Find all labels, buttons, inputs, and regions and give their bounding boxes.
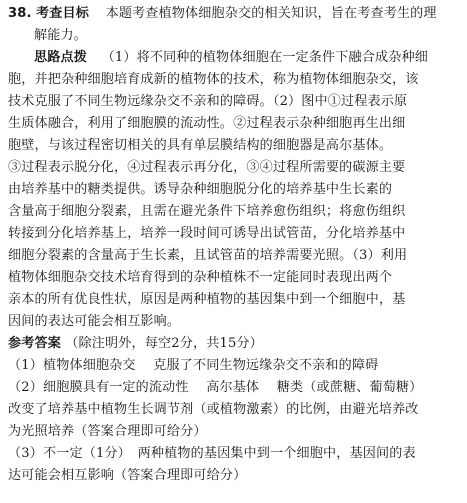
question-number: 38. [8, 6, 32, 21]
analysis-line: 由培养基中的糖类提供。诱导杂种细胞脱分化的培养基中生长素的 [8, 182, 393, 197]
heading-label: 考查目标 [35, 6, 89, 21]
answer-line: （2）细胞膜具有一定的流动性 高尔基体 糖类（或蔗糖、葡萄糖） [8, 380, 423, 395]
answer-line: 达可能会相互影响（答案合理即可给分） [8, 468, 247, 483]
answer-line: 为光照培养（答案合理即可给分） [8, 424, 207, 439]
analysis-line: 技术克服了不同生物远缘杂交不亲和的障碍。（2）图中①过程表示原 [8, 94, 408, 109]
analysis-first-line [34, 48, 428, 68]
analysis-line: 细胞分裂素的含量高于生长素，且试管苗的培养需要光照。（3）利用 [8, 248, 408, 263]
answer-line: （3）不一定（1分） 两种植物的基因集中到一个细胞中，基因间的表 [8, 446, 416, 461]
analysis-label: 思路点拨 [34, 50, 87, 65]
analysis-line: 植物体细胞杂交技术培育得到的杂种植株不一定能同时表现出两个 [8, 270, 393, 285]
analysis-line: ③过程表示脱分化，④过程表示再分化，③④过程所需要的碳源主要 [8, 160, 406, 175]
analysis-line: 胞，并把杂种细胞培育成新的植物体的技术，称为植物体细胞杂交，该 [8, 72, 419, 87]
analysis-line: 胞壁，与该过程密切相关的具有单层膜结构的细胞器是高尔基体。 [8, 138, 393, 153]
analysis-line: 含量高于细胞分裂素，且需在避光条件下培养愈伤组织；将愈伤组织 [8, 204, 406, 219]
answer-line: 改变了培养基中植物生长调节剂（或植物激素）的比例，由避光培养改 [8, 402, 419, 417]
heading-text-continued: 解能力。 [34, 28, 87, 43]
answer-line: （1）植物体细胞杂交 克服了不同生物远缘杂交不亲和的障碍 [8, 358, 379, 373]
analysis-line: 亲本的所有优良性状，原因是两种植物的基因集中到一个细胞中，基 [8, 292, 406, 307]
analysis-line: 转接到分化培养基上，培养一段时间可诱导出试管苗，分化培养基中 [8, 226, 406, 241]
question-heading-line [8, 4, 437, 24]
heading-text: 本题考查植物体细胞杂交的相关知识，旨在考查考生的理 [105, 6, 437, 21]
answer-note: （除注明外，每空2分，共15分） [65, 336, 263, 351]
analysis-line: 生质体融合，利用了细胞膜的流动性。②过程表示杂种细胞再生出细 [8, 116, 406, 131]
analysis-line: （1）将不同种的植物体细胞在一定条件下融合成杂种细 [101, 50, 428, 65]
answer-heading-line [8, 334, 263, 354]
answer-label: 参考答案 [8, 336, 61, 351]
analysis-line: 因间的表达可能会相互影响。 [8, 314, 181, 329]
